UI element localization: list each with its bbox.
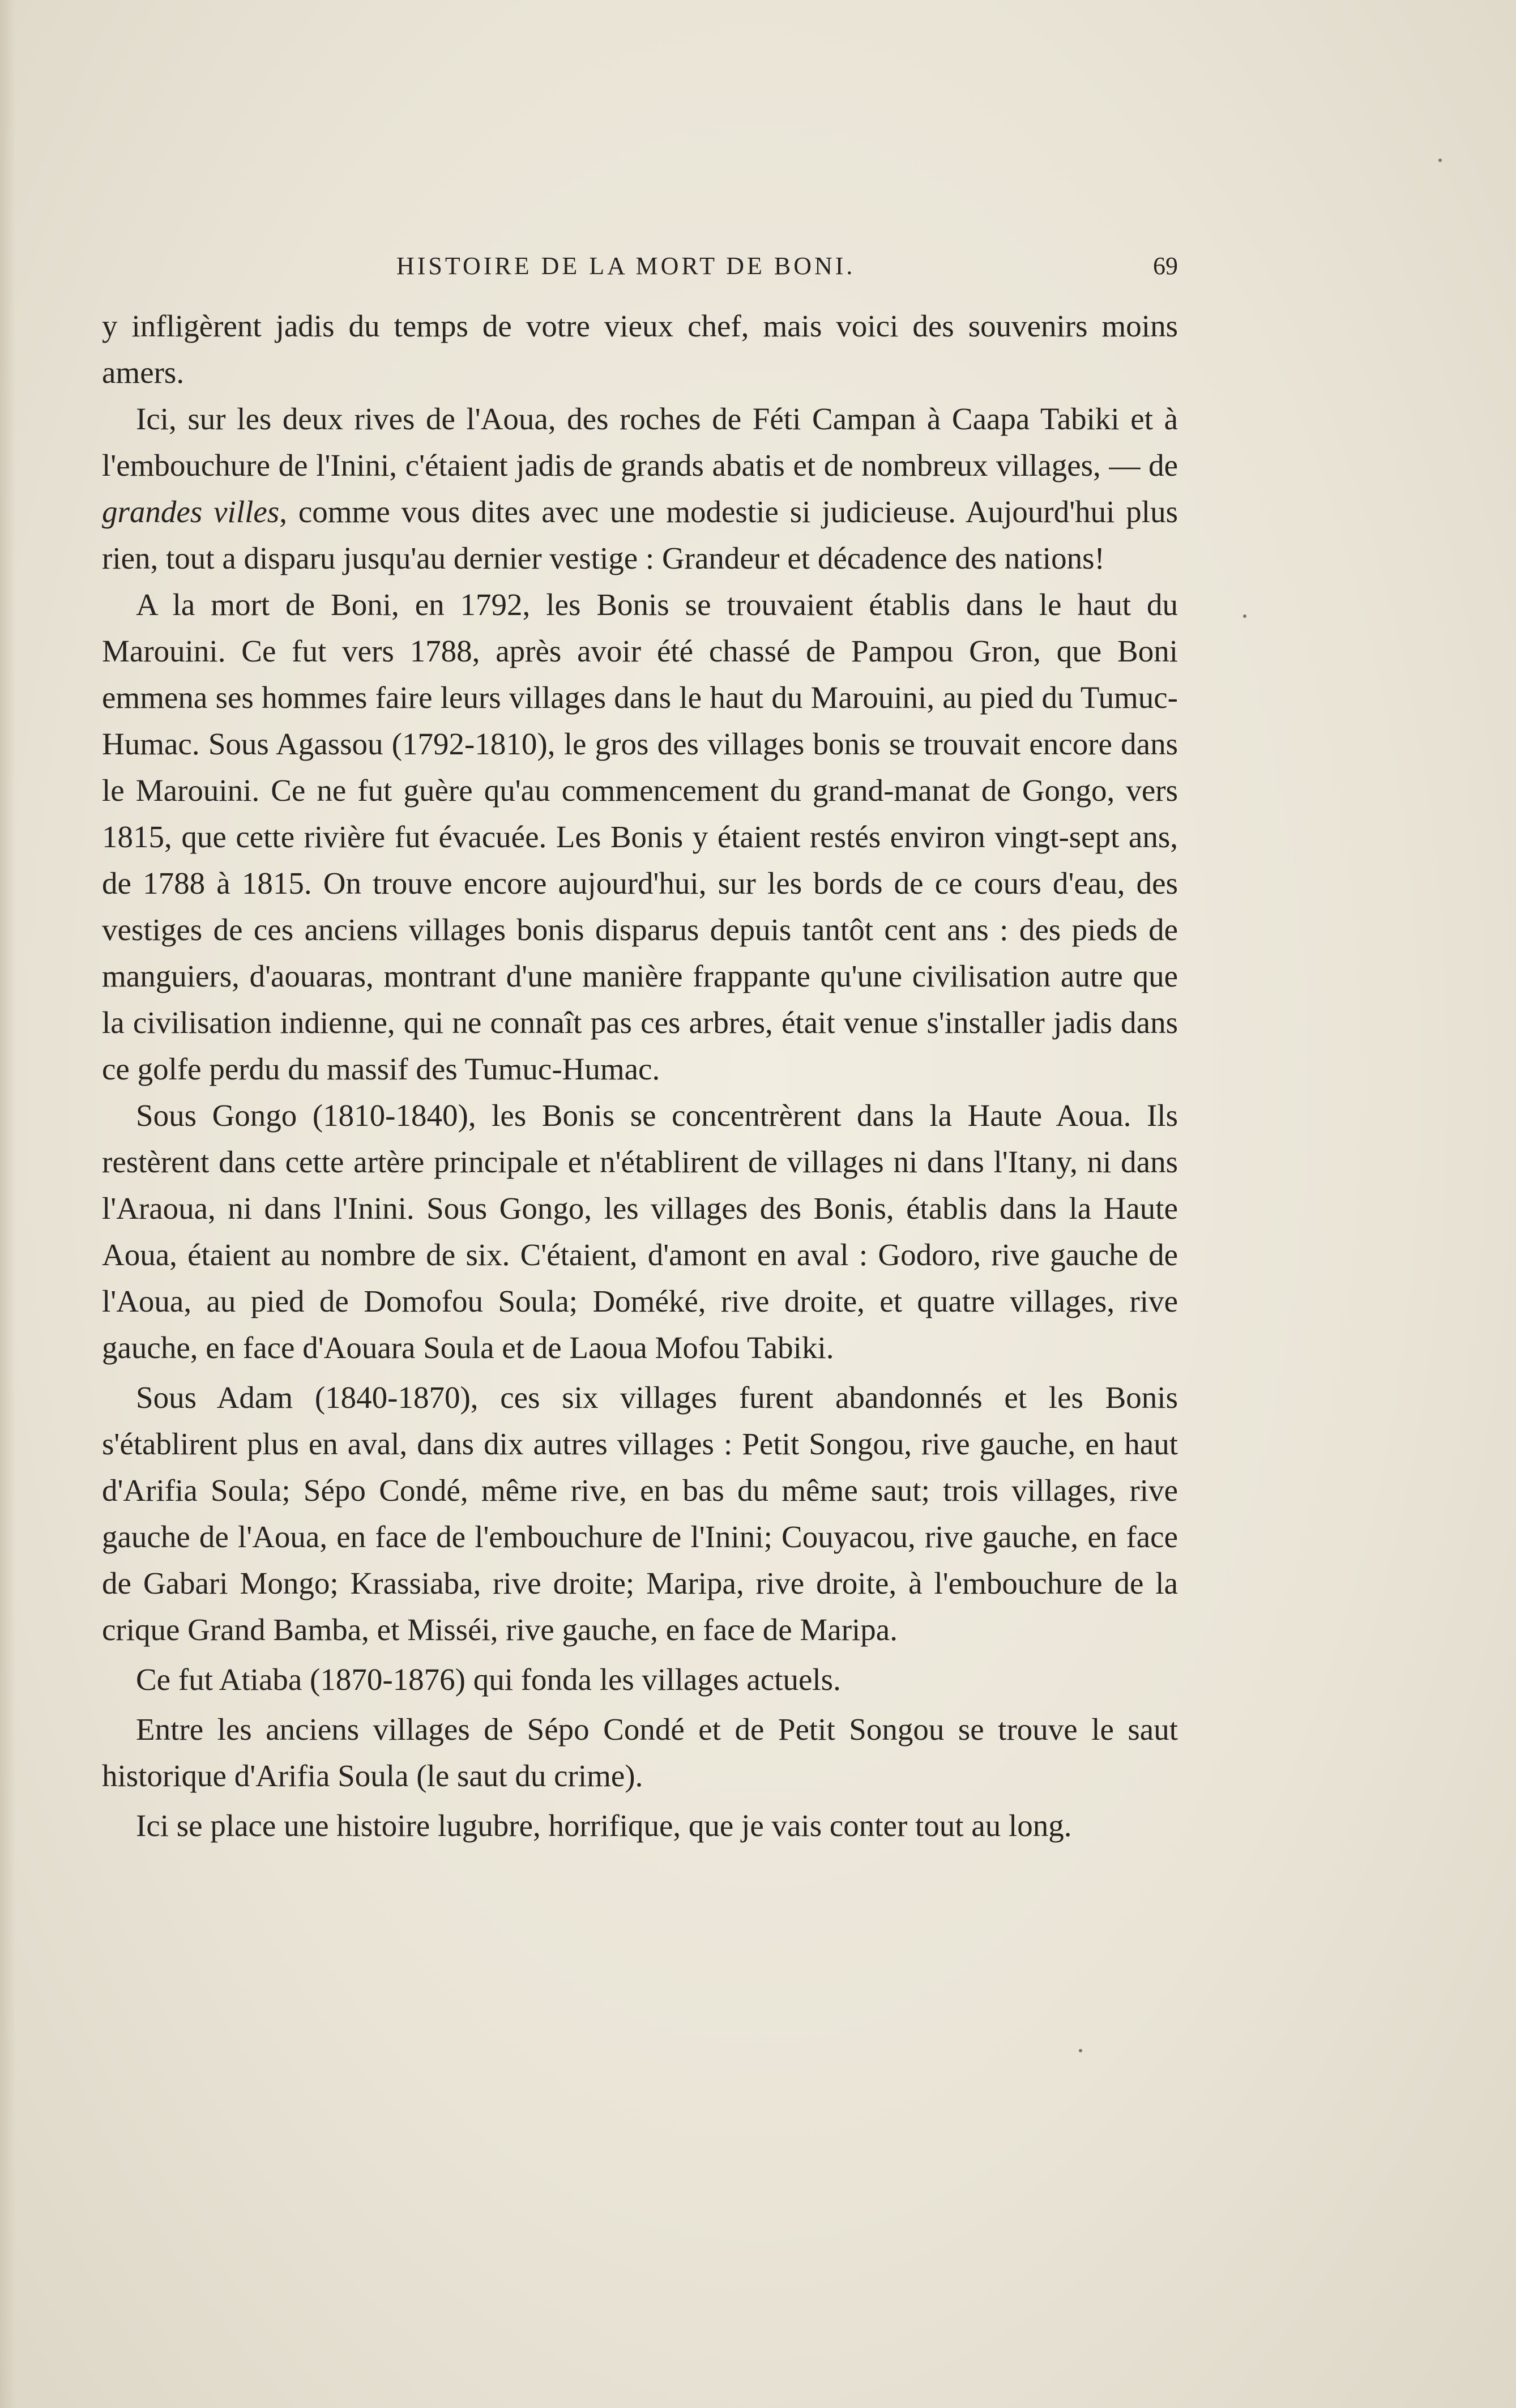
paragraph-2-emphasis: grandes villes — [102, 494, 280, 529]
paragraph-1: y infligèrent jadis du temps de votre vieux chef, mais voici des souvenirs moins amers. — [102, 309, 1178, 390]
paper-speck — [1243, 614, 1246, 618]
paper-speck — [1438, 159, 1442, 162]
paragraph-5: Sous Adam (1840-1870), ces six villages furent abandonnés et les Bonis s'établirent plus en aval, dans dix autres villages : Petit Songou, rive gauche, en haut d'Arifia Soula; Sépo Condé, même rive, en bas du même saut; trois villages, rive gauche de l'Aoua, en face de l'embouchure de l'Inini; Couyacou, rive gauche, en face de Gabari Mongo; Krassiaba, rive droite; Maripa, rive droite, à l'embouchure de la crique Grand Bamba, et Misséi, rive gauche, en face de Maripa. — [102, 1380, 1178, 1647]
page-edge-shadow — [0, 0, 16, 2408]
paragraph-3: A la mort de Boni, en 1792, les Bonis se trouvaient établis dans le haut du Marouini. Ce fut vers 1788, après avoir été chassé de Pampou Gron, que Boni emmena ses hommes faire leurs villages dans le haut du Marouini, au pied du Tumuc-Humac. Sous Agassou (1792-1810), le gros des villages bonis se trouvait encore dans le Marouini. Ce ne fut guère qu'au commencement du grand-manat de Gongo, vers 1815, que cette rivière fut évacuée. Les Bonis y étaient restés environ vingt-sept ans, de 1788 à 1815. On trouve encore aujourd'hui, sur les bords de ce cours d'eau, des vestiges de ces anciens villages bonis disparus depuis tantôt cent ans : des pieds de manguiers, d'aouaras, montrant d'une manière frappante qu'une civilisation autre que la civilisation indienne, qui ne connaît pas ces arbres, était venue s'installer jadis dans ce golfe perdu du massif des Tumuc-Humac. — [102, 587, 1178, 1086]
page-number: 69 — [1153, 252, 1178, 280]
body-text — [102, 303, 1178, 1849]
paragraph-8: Ici se place une histoire lugubre, horrifique, que je vais conter tout au long. — [136, 1808, 1072, 1843]
paper-speck — [1079, 2049, 1082, 2052]
paragraph-2-text-end: , comme vous dites avec une modestie si judicieuse. Aujourd'hui plus rien, tout a disparu jusqu'au dernier vestige : Grandeur et décadence des nations! — [102, 494, 1178, 575]
paragraph-2 — [102, 396, 1178, 582]
paragraph-4: Sous Gongo (1810-1840), les Bonis se concentrèrent dans la Haute Aoua. Ils restèrent dans cette artère principale et n'établirent de villages ni dans l'Itany, ni dans l'Araoua, ni dans l'Inini. Sous Gongo, les villages des Bonis, établis dans la Haute Aoua, étaient au nombre de six. C'étaient, d'amont en aval : Godoro, rive gauche de l'Aoua, au pied de Domofou Soula; Doméké, rive droite, et quatre villages, rive gauche, en face d'Aouara Soula et de Laoua Mofou Tabiki. — [102, 1098, 1178, 1365]
running-title: HISTOIRE DE LA MORT DE BONI. — [396, 252, 856, 280]
running-head — [102, 244, 1178, 289]
paragraph-2-text-start: Ici, sur les deux rives de l'Aoua, des roches de Féti Campan à Caapa Tabiki et à l'embouchure de l'Inini, c'étaient jadis de grands abatis et de nombreux villages, — de — [102, 402, 1178, 483]
paragraph-7: Entre les anciens villages de Sépo Condé et de Petit Songou se trouve le saut historique d'Arifia Soula (le saut du crime). — [102, 1712, 1178, 1793]
paragraph-6: Ce fut Atiaba (1870-1876) qui fonda les villages actuels. — [136, 1662, 841, 1697]
